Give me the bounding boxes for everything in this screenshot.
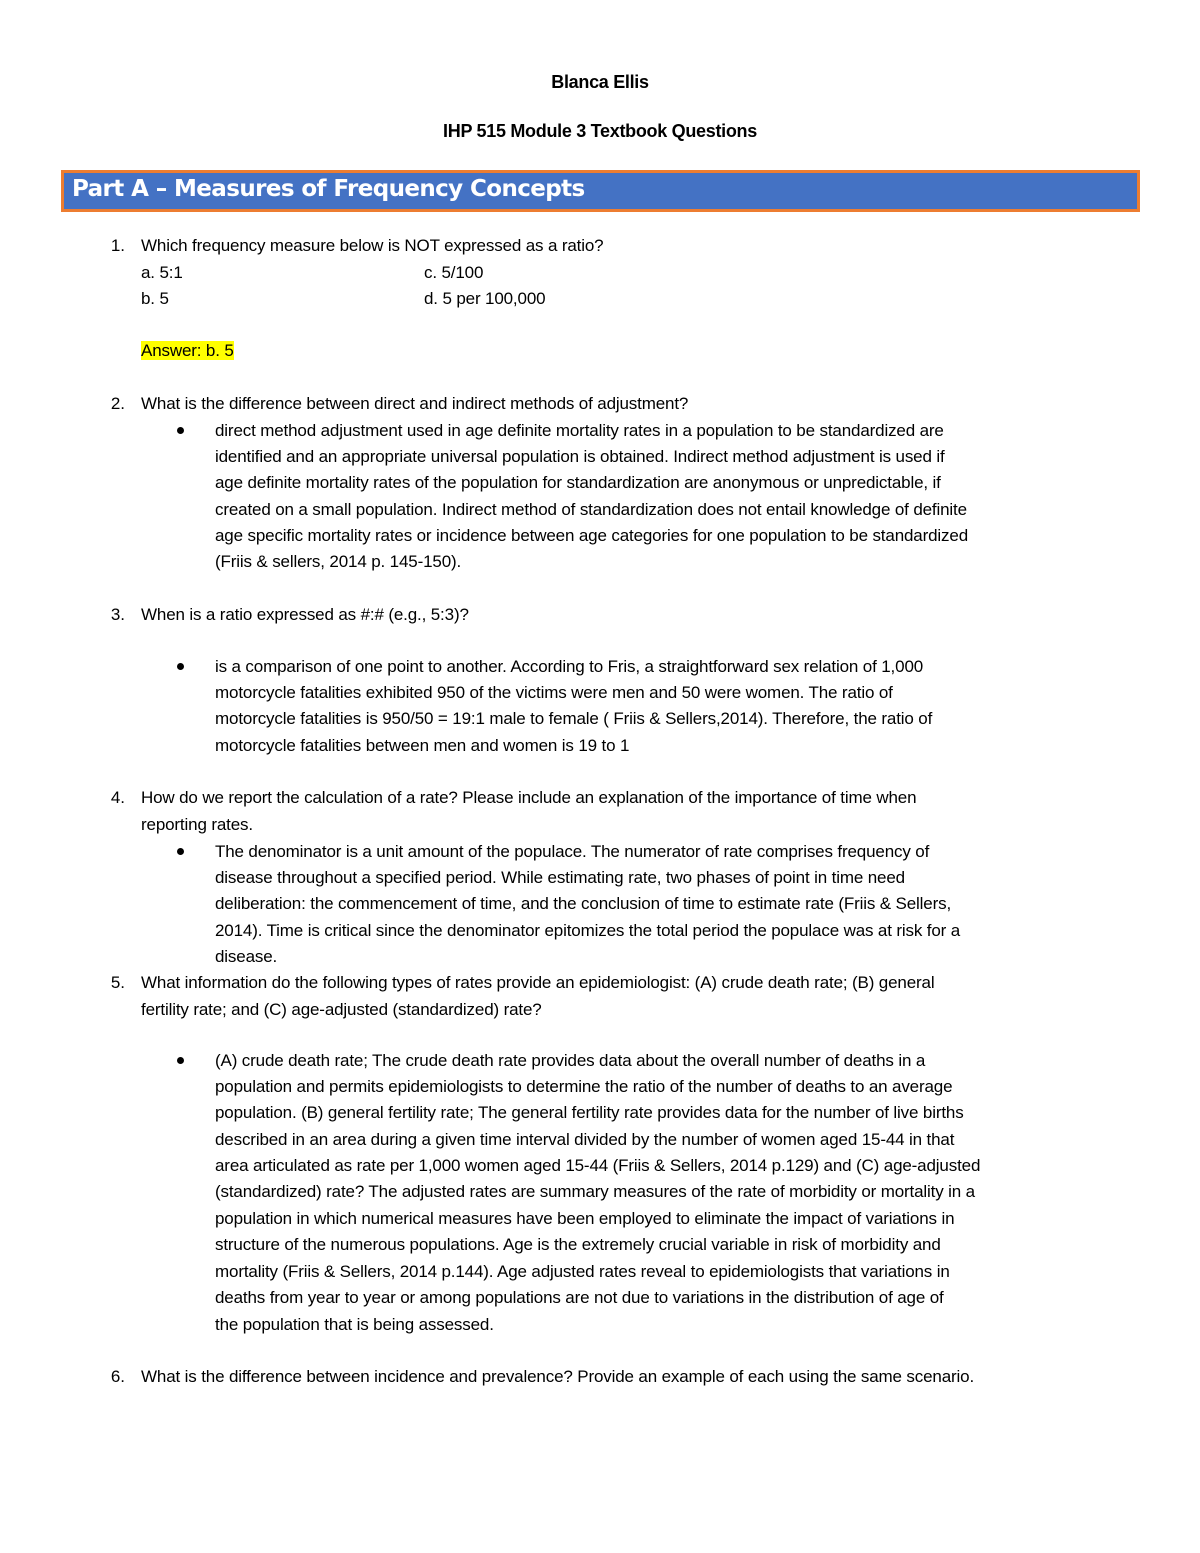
question-text: reporting rates. — [141, 815, 253, 834]
question-text: Which frequency measure below is NOT expressed as a ratio? — [141, 236, 604, 255]
question-text: How do we report the calculation of a rate? Please include an explanation of the importance of time when — [141, 788, 917, 807]
answer-line: created on a small population. Indirect method of standardization does not entail knowledge of definite — [215, 500, 967, 519]
answer-line: deliberation: the commencement of time, and the conclusion of time to estimate rate (Friis & Sellers, — [215, 894, 952, 913]
answer-line: motorcycle fatalities between men and women is 19 to 1 — [215, 736, 630, 755]
question-number: 3. — [110, 605, 125, 624]
answer-line: motorcycle fatalities is 950/50 = 19:1 male to female ( Friis & Sellers,2014). Therefore, the ratio of — [215, 709, 933, 728]
question-number: 6. — [110, 1367, 125, 1386]
question-text: fertility rate; and (C) age-adjusted (standardized) rate? — [141, 1000, 542, 1019]
option-d: d. 5 per 100,000 — [424, 289, 546, 308]
author-name: Blanca Ellis — [551, 72, 649, 92]
question-number: 5. — [110, 973, 125, 992]
answer-line: is a comparison of one point to another. According to Fris, a straightforward sex relation of 1,000 — [215, 657, 924, 676]
option-b: b. 5 — [141, 289, 169, 308]
answer-line: described in an area during a given time interval divided by the number of women aged 15-44 in that — [215, 1130, 955, 1149]
answer-line: disease throughout a specified period. While estimating rate, two phases of point in time need — [215, 868, 905, 887]
question-number: 1. — [110, 236, 125, 255]
question-number: 2. — [110, 394, 125, 413]
answer-line: age specific mortality rates or incidence between age categories for one population to be standardized — [215, 526, 969, 545]
question-text: What is the difference between direct and indirect methods of adjustment? — [141, 394, 689, 413]
answer-line: mortality (Friis & Sellers, 2014 p.144). Age adjusted rates reveal to epidemiologists that variations in — [215, 1262, 950, 1281]
answer-line: identified and an appropriate universal population is obtained. Indirect method adjustment is used if — [215, 447, 945, 466]
answer-line: direct method adjustment used in age definite mortality rates in a population to be standardized are — [215, 421, 944, 440]
question-text: What is the difference between incidence and prevalence? Provide an example of each using the same scenario. — [141, 1367, 975, 1386]
answer-line: population. (B) general fertility rate; The general fertility rate provides data for the number of live births — [215, 1103, 964, 1122]
answer-line: motorcycle fatalities exhibited 950 of the victims were men and 50 were women. The ratio of — [215, 683, 893, 702]
answer-line: age definite mortality rates of the population for standardization are anonymous or unpredictable, if — [215, 473, 941, 492]
answer-line: The denominator is a unit amount of the populace. The numerator of rate comprises frequency of — [215, 842, 930, 861]
highlighted-answer: Answer: b. 5 — [141, 341, 234, 360]
answer-line: 2014). Time is critical since the denominator epitomizes the total period the populace was at risk for a — [215, 921, 961, 940]
question-text: When is a ratio expressed as #:# (e.g., 5:3)? — [141, 605, 469, 624]
answer-line: (A) crude death rate; The crude death rate provides data about the overall number of deaths in a — [215, 1051, 926, 1070]
question-number: 4. — [110, 788, 125, 807]
section-heading: Part A – Measures of Frequency Concepts — [72, 176, 585, 202]
answer-line: disease. — [215, 947, 278, 966]
answer-line: the population that is being assessed. — [215, 1315, 494, 1334]
section-heading-bar — [61, 170, 1140, 212]
question-text: What information do the following types of rates provide an epidemiologist: (A) crude death rate; (B) general — [141, 973, 935, 992]
answer-line: (Friis & sellers, 2014 p. 145-150). — [215, 552, 462, 571]
answer-line: population and permits epidemiologists to determine the ratio of the number of deaths to an average — [215, 1077, 953, 1096]
answer-line: area articulated as rate per 1,000 women aged 15-44 (Friis & Sellers, 2014 p.129) and (C) age-adjusted — [215, 1156, 981, 1175]
option-a: a. 5:1 — [141, 263, 183, 282]
answer-line: deaths from year to year or among populations are not due to variations in the distribution of age of — [215, 1288, 944, 1307]
answer-line — [141, 340, 234, 362]
answer-line: population in which numerical measures have been employed to eliminate the impact of variations in — [215, 1209, 955, 1228]
answer-line: (standardized) rate? The adjusted rates are summary measures of the rate of morbidity or mortality in a — [215, 1182, 975, 1201]
document-title: IHP 515 Module 3 Textbook Questions — [443, 121, 757, 141]
option-c: c. 5/100 — [424, 263, 484, 282]
answer-line: structure of the numerous populations. Age is the extremely crucial variable in risk of morbidity and — [215, 1235, 941, 1254]
